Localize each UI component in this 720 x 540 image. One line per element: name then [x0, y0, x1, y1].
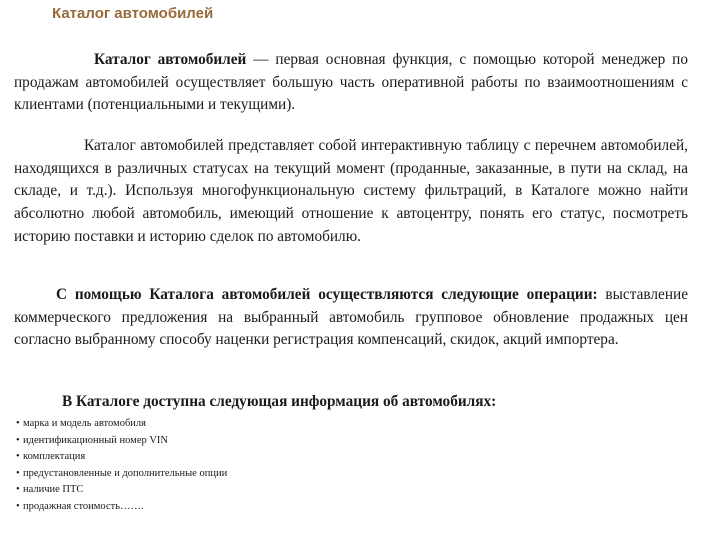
list-item: • предустановленные и дополнительные опции	[16, 466, 227, 483]
list-item: • марка и модель автомобиля	[16, 416, 227, 433]
intro-paragraph	[14, 49, 688, 117]
list-item: • комплектация	[16, 449, 227, 466]
bullet-icon: •	[16, 434, 20, 446]
bullet-icon: •	[16, 500, 20, 512]
list-item: • идентификационный номер VIN	[16, 433, 227, 450]
bullet-icon: •	[16, 451, 20, 463]
list-item: • наличие ПТС	[16, 482, 227, 499]
description-paragraph: Каталог автомобилей представляет собой интерактивную таблицу с перечнем автомобилей, находящихся в различных статусах на текущий момент (проданные, заказанные, в пути на склад, на складе, и т.д.). Используя многофункциональную систему фильтраций, в Каталоге можно найти абсолютно любой автомобиль, имеющий отношение к автоцентру, понять его статус, посмотреть историю поставки и историю сделок по автомобилю.	[14, 137, 688, 245]
bullet-icon: •	[16, 418, 20, 429]
bullet-icon: •	[16, 467, 20, 479]
operations-lead: С помощью Каталога автомобилей осуществляются следующие операции:	[56, 286, 598, 303]
page-title: Каталог автомобилей	[52, 5, 214, 22]
intro-text: — первая основная функция, с помощью которой менеджер по продажам автомобилей осуществляет большую часть оперативной работы по взаимоотношениям с клиентами (потенциальными и текущими).	[14, 51, 688, 114]
info-list	[16, 416, 227, 516]
operations-paragraph	[14, 284, 688, 352]
operations-text: выставление коммерческого предложения на выбранный автомобиль групповое обновление продажных цен согласно выбранному способу наценки регистрация компенсаций, скидок, акций импортера.	[14, 286, 688, 349]
bullet-icon: •	[16, 484, 20, 496]
info-heading: В Каталоге доступна следующая информация об автомобилях:	[62, 393, 497, 410]
intro-lead: Каталог автомобилей	[94, 51, 247, 68]
list-item: • продажная стоимость…….	[16, 499, 227, 516]
